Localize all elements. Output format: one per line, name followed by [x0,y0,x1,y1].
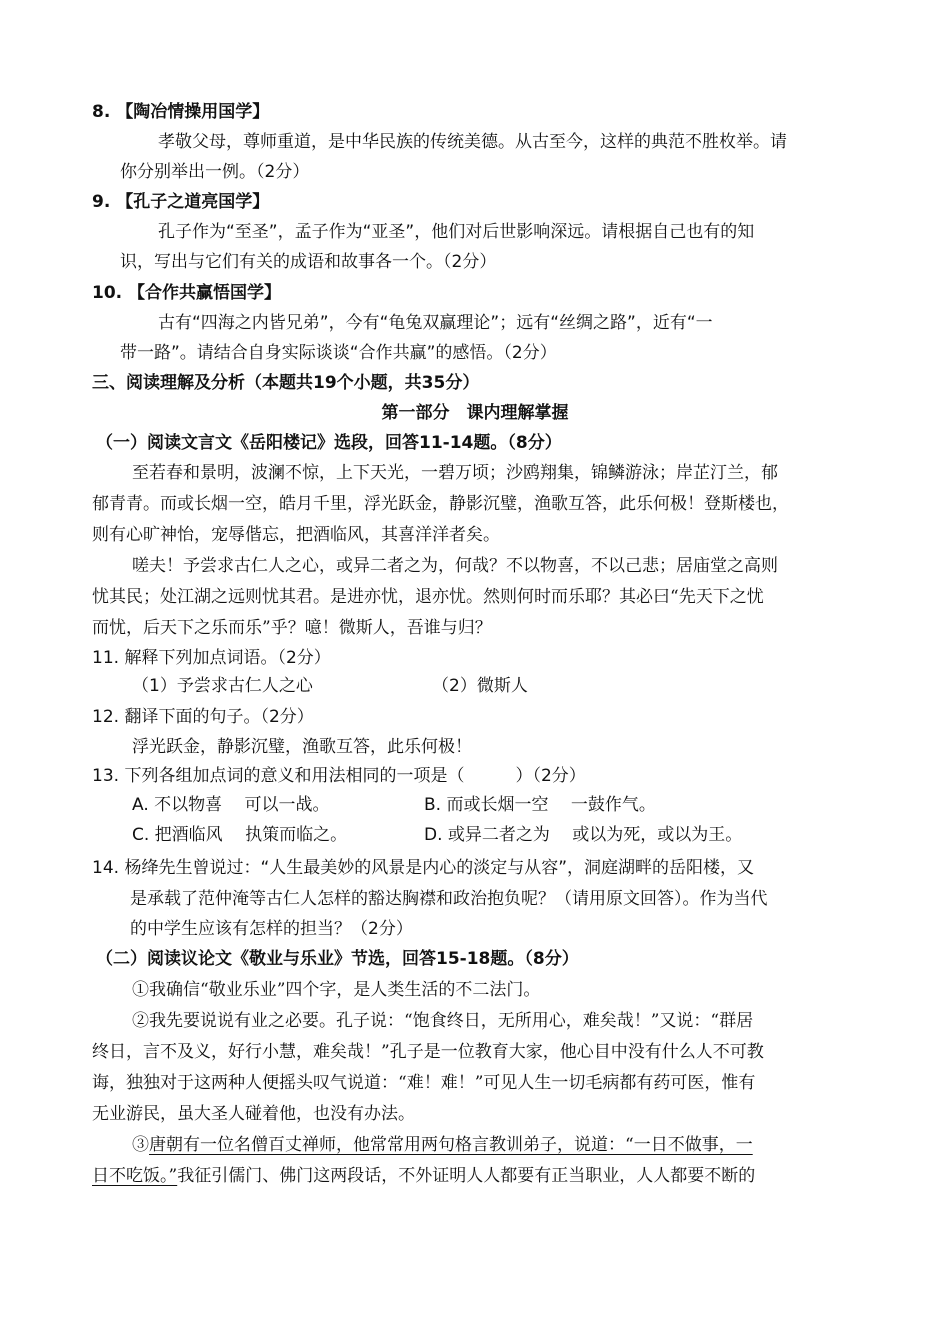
q11-stem: 11. 解释下列加点词语。（2分） [92,648,331,668]
q13-stem: 13. 下列各组加点词的意义和用法相同的一项是（ ）（2分） [92,766,586,786]
q13-option-d: D. 或异二者之为 或以为死，或以为王。 [424,825,743,845]
reading1-p2-line2: 忧其民；处江湖之远则忧其君。是进亦忧，退亦忧。然则何时而乐耶？其必曰“先天下之忧 [92,587,764,607]
q10-line1: 古有“四海之内皆兄弟”，今有“龟兔双赢理论”；远有“丝绸之路”，近有“一 [158,313,713,333]
q14-line1: 14. 杨绛先生曾说过：“人生最美妙的风景是内心的淡定与从容”，洞庭湖畔的岳阳楼，又 [92,858,755,878]
reading2-p3-marker: ③ [132,1135,149,1155]
reading2-p2-line1: ②我先要说说有业之必要。孔子说：“饱食终日，无所用心，难矣哉！”又说：“群居 [132,1011,754,1031]
reading2-p3-line2 [92,1164,755,1188]
reading2-p1: ①我确信“敬业乐业”四个字，是人类生活的不二法门。 [132,980,541,1000]
reading2-p2-line2: 终日，言不及义，好行小慧，难矣哉！”孔子是一位教育大家，他心目中没有什么人不可教 [92,1042,764,1062]
part1-title: 第一部分 课内理解掌握 [381,403,569,423]
reading1-p1-line2: 郁青青。而或长烟一空，皓月千里，浮光跃金，静影沉璧，渔歌互答，此乐何极！登斯楼也， [92,494,789,514]
q11-item2: （2）微斯人 [432,676,528,696]
q14-line2: 是承载了范仲淹等古仁人怎样的豁达胸襟和政治抱负呢？（请用原文回答）。作为当代 [130,889,768,909]
q8-line1: 孝敬父母，尊师重道，是中华民族的传统美德。从古至今，这样的典范不胜枚举。请 [158,132,787,152]
q12-stem: 12. 翻译下面的句子。（2分） [92,707,314,727]
reading2-p3-rest: 我征引儒门、佛门这两段话，不外证明人人都要有正当职业，人人都要不断的 [177,1166,756,1186]
reading2-p2-line4: 无业游民，虽大圣人碰着他，也没有办法。 [92,1104,415,1124]
reading1-p2-line3: 而忧，后天下之乐而乐”乎？噫！微斯人，吾谁与归？ [92,618,492,638]
q9-line1: 孔子作为“至圣”，孟子作为“亚圣”，他们对后世影响深远。请根据自己也有的知 [158,222,755,242]
q10-header: 10. 【合作共赢悟国学】 [92,283,282,303]
reading2-p3-underlined-2: 日不吃饭。” [92,1166,178,1186]
q13-option-c: C. 把酒临风 执策而临之。 [132,825,348,845]
section3-title: 三、阅读理解及分析（本题共19个小题，共35分） [92,373,480,393]
q8-line2: 你分别举出一例。（2分） [120,162,310,182]
q9-line2: 识，写出与它们有关的成语和故事各一个。（2分） [120,252,497,272]
q9-header: 9. 【孔子之道亮国学】 [92,192,270,212]
q13-option-a: A. 不以物喜 可以一战。 [132,795,330,815]
reading2-p3-line1 [132,1133,753,1157]
reading2-p2-line3: 诲，独独对于这两种人便摇头叹气说道：“难！难！”可见人生一切毛病都有药可医，惟有 [92,1073,756,1093]
reading1-title: （一）阅读文言文《岳阳楼记》选段，回答11-14题。（8分） [96,433,562,453]
reading1-p1-line3: 则有心旷神怡，宠辱偕忘，把酒临风，其喜洋洋者矣。 [92,525,500,545]
q12-sentence: 浮光跃金，静影沉璧，渔歌互答，此乐何极！ [132,737,472,757]
q11-item1: （1）予尝求古仁人之心 [132,676,313,696]
reading2-title: （二）阅读议论文《敬业与乐业》节选，回答15-18题。（8分） [96,949,579,969]
q14-line3: 的中学生应该有怎样的担当？（2分） [130,919,413,939]
q10-line2: 带一路”。请结合自身实际谈谈“合作共赢”的感悟。（2分） [120,343,557,363]
reading1-p1-line1: 至若春和景明，波澜不惊，上下天光，一碧万顷；沙鸥翔集，锦鳞游泳；岸芷汀兰，郁 [132,463,778,483]
q8-header: 8. 【陶冶情操用国学】 [92,102,270,122]
q13-option-b: B. 而或长烟一空 一鼓作气。 [424,795,656,815]
reading1-p2-line1: 嗟夫！予尝求古仁人之心，或异二者之为，何哉？不以物喜，不以己悲；居庙堂之高则 [132,556,778,576]
reading2-p3-underlined-1: 唐朝有一位名僧百丈禅师，他常常用两句格言教训弟子，说道：“一日不做事，一 [149,1135,753,1155]
